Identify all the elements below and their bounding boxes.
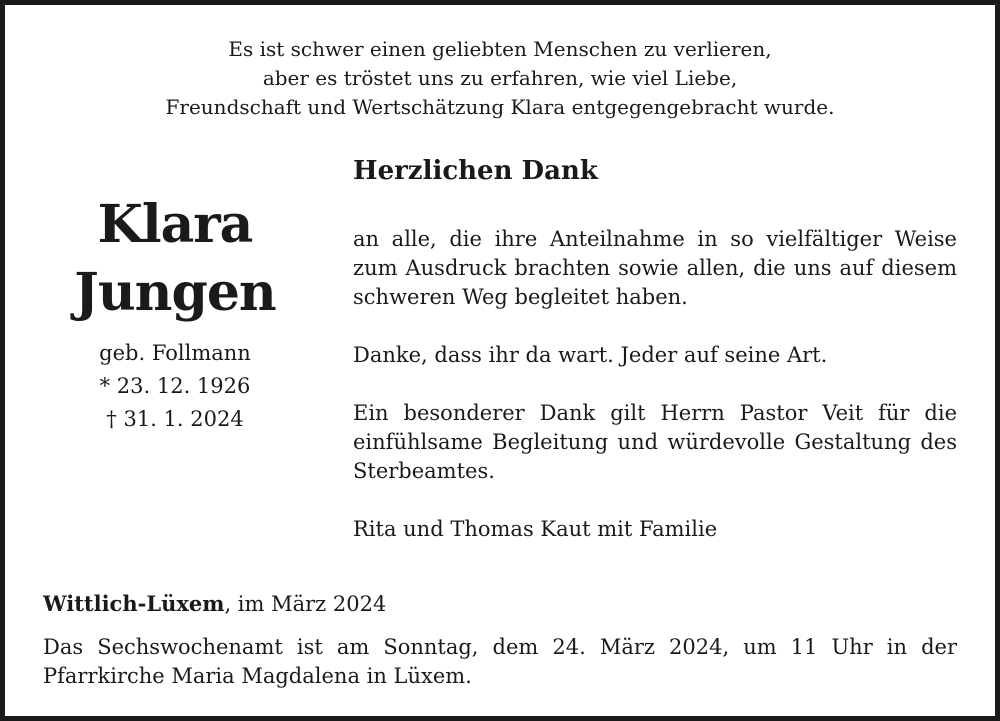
last-name: Jungen <box>74 262 276 323</box>
thanks-paragraph: an alle, die ihre Anteilnahme in so vielfältiger Weise zum Ausdruck brachten sowie allen, die uns auf diesem schweren Weg begleitet haben. <box>353 227 957 309</box>
first-name: Klara <box>97 194 253 255</box>
place-date-line <box>43 589 957 619</box>
birth-date: * 23. 12. 1926 <box>99 374 251 398</box>
thanks-section <box>353 153 957 544</box>
maiden-name: geb. Follmann <box>99 341 251 365</box>
thanks-paragraph: Danke, dass ihr da wart. Jeder auf seine Art. <box>353 343 828 367</box>
service-notice: Das Sechswochenamt ist am Sonntag, dem 24. März 2024, um 11 Uhr in der Pfarrkirche Maria Magdalena in Lüxem. <box>43 635 957 688</box>
death-date: † 31. 1. 2024 <box>106 407 244 431</box>
date-text: , im März 2024 <box>224 592 387 616</box>
thanks-paragraph: Ein besonderer Dank gilt Herrn Pastor Veit für die einfühlsame Begleitung und würdevolle Gestaltung des Sterbeamtes. <box>353 401 957 483</box>
intro-line: aber es tröstet uns zu erfahren, wie viel Liebe, <box>262 66 738 90</box>
deceased-info <box>35 191 315 436</box>
thanks-heading: Herzlichen Dank <box>353 156 598 186</box>
intro-line: Es ist schwer einen geliebten Menschen zu verlieren, <box>228 37 772 61</box>
life-dates <box>35 337 315 436</box>
place-name: Wittlich-Lüxem <box>43 591 225 616</box>
footer <box>43 589 957 691</box>
intro-line: Freundschaft und Wertschätzung Klara entgegengebracht wurde. <box>165 95 835 119</box>
signature: Rita und Thomas Kaut mit Familie <box>353 517 718 541</box>
intro-quote <box>5 35 995 122</box>
